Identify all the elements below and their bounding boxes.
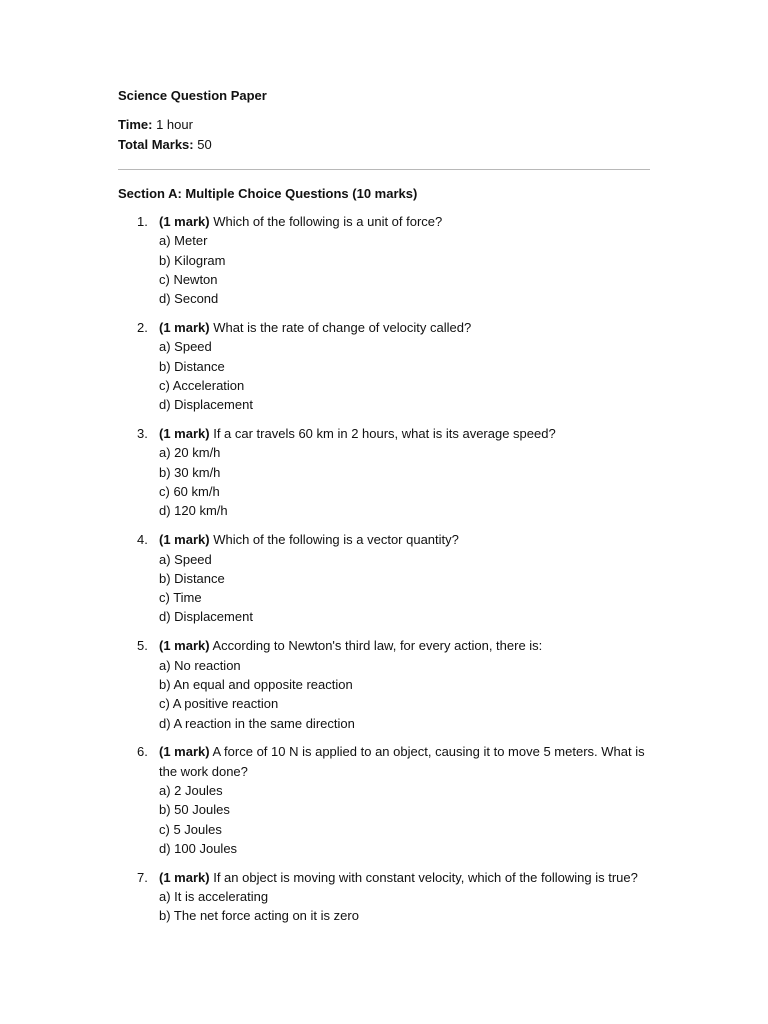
total-marks-value: 50 — [197, 136, 212, 152]
question-stem — [159, 318, 650, 337]
question-text: If an object is moving with constant velocity, which of the following is true? — [213, 869, 638, 885]
question-text: A force of 10 N is applied to an object, causing it to move 5 meters. What is the work done? — [159, 744, 645, 779]
question-item — [118, 868, 650, 926]
answer-option: c) 5 Joules — [159, 821, 222, 837]
answer-option: b) The net force acting on it is zero — [159, 908, 359, 924]
answer-option: b) Kilogram — [159, 252, 226, 268]
total-marks-label: Total Marks: — [118, 136, 194, 152]
question-stem — [159, 212, 650, 231]
question-list — [118, 212, 650, 926]
question-marks: (1 mark) — [159, 532, 210, 548]
question-number: 7. — [137, 869, 148, 885]
answer-option: b) Distance — [159, 358, 225, 374]
answer-option: a) Speed — [159, 551, 212, 567]
answer-option: d) Displacement — [159, 609, 253, 625]
time-value: 1 hour — [156, 117, 193, 132]
section-a-title: Section A: Multiple Choice Questions (10 marks) — [118, 186, 418, 201]
answer-option: a) It is accelerating — [159, 889, 269, 905]
question-stem — [159, 868, 650, 887]
question-number: 1. — [137, 214, 148, 229]
answer-option: c) A positive reaction — [159, 696, 279, 712]
question-marks: (1 mark) — [159, 744, 210, 760]
time-label: Time: — [118, 117, 153, 132]
question-paper — [118, 86, 650, 935]
answer-option: c) Acceleration — [159, 377, 245, 393]
question-number: 4. — [137, 532, 148, 548]
answer-option: c) 60 km/h — [159, 484, 220, 500]
question-text: Which of the following is a unit of force? — [213, 214, 443, 229]
question-item — [118, 212, 650, 308]
answer-option: d) Second — [159, 291, 219, 307]
answer-option: d) A reaction in the same direction — [159, 715, 355, 731]
question-stem — [159, 424, 650, 443]
answer-option: a) No reaction — [159, 657, 241, 673]
question-item — [118, 318, 650, 414]
answer-option: b) An equal and opposite reaction — [159, 676, 353, 692]
question-stem — [159, 530, 650, 549]
question-number: 5. — [137, 638, 148, 654]
question-marks: (1 mark) — [159, 214, 210, 229]
question-text: Which of the following is a vector quantity? — [213, 532, 459, 548]
question-marks: (1 mark) — [159, 320, 210, 336]
horizontal-divider — [118, 169, 650, 170]
question-item — [118, 636, 650, 732]
question-item — [118, 530, 650, 626]
question-text: According to Newton's third law, for every action, there is: — [212, 638, 543, 654]
answer-option: d) 120 km/h — [159, 503, 228, 519]
question-marks: (1 mark) — [159, 638, 210, 654]
answer-option: a) Speed — [159, 339, 212, 355]
question-item — [118, 424, 650, 520]
question-text: What is the rate of change of velocity called? — [213, 320, 472, 336]
question-number: 6. — [137, 744, 148, 760]
question-stem — [159, 636, 650, 655]
question-stem — [159, 742, 650, 781]
time-row — [118, 115, 650, 135]
question-number: 2. — [137, 320, 148, 336]
answer-option: b) 50 Joules — [159, 802, 230, 818]
answer-option: c) Time — [159, 590, 202, 606]
question-marks: (1 mark) — [159, 426, 210, 442]
answer-option: a) Meter — [159, 233, 208, 249]
answer-option: a) 2 Joules — [159, 782, 223, 798]
question-text: If a car travels 60 km in 2 hours, what is its average speed? — [213, 426, 556, 442]
answer-option: d) 100 Joules — [159, 840, 238, 856]
paper-title: Science Question Paper — [118, 88, 267, 103]
answer-option: c) Newton — [159, 271, 218, 287]
question-item — [118, 742, 650, 858]
answer-option: a) 20 km/h — [159, 445, 221, 461]
answer-option: d) Displacement — [159, 397, 253, 413]
total-marks-row — [118, 135, 650, 155]
question-number: 3. — [137, 426, 148, 442]
answer-option: b) Distance — [159, 570, 225, 586]
question-marks: (1 mark) — [159, 869, 210, 885]
answer-option: b) 30 km/h — [159, 464, 221, 480]
paper-meta — [118, 115, 650, 154]
